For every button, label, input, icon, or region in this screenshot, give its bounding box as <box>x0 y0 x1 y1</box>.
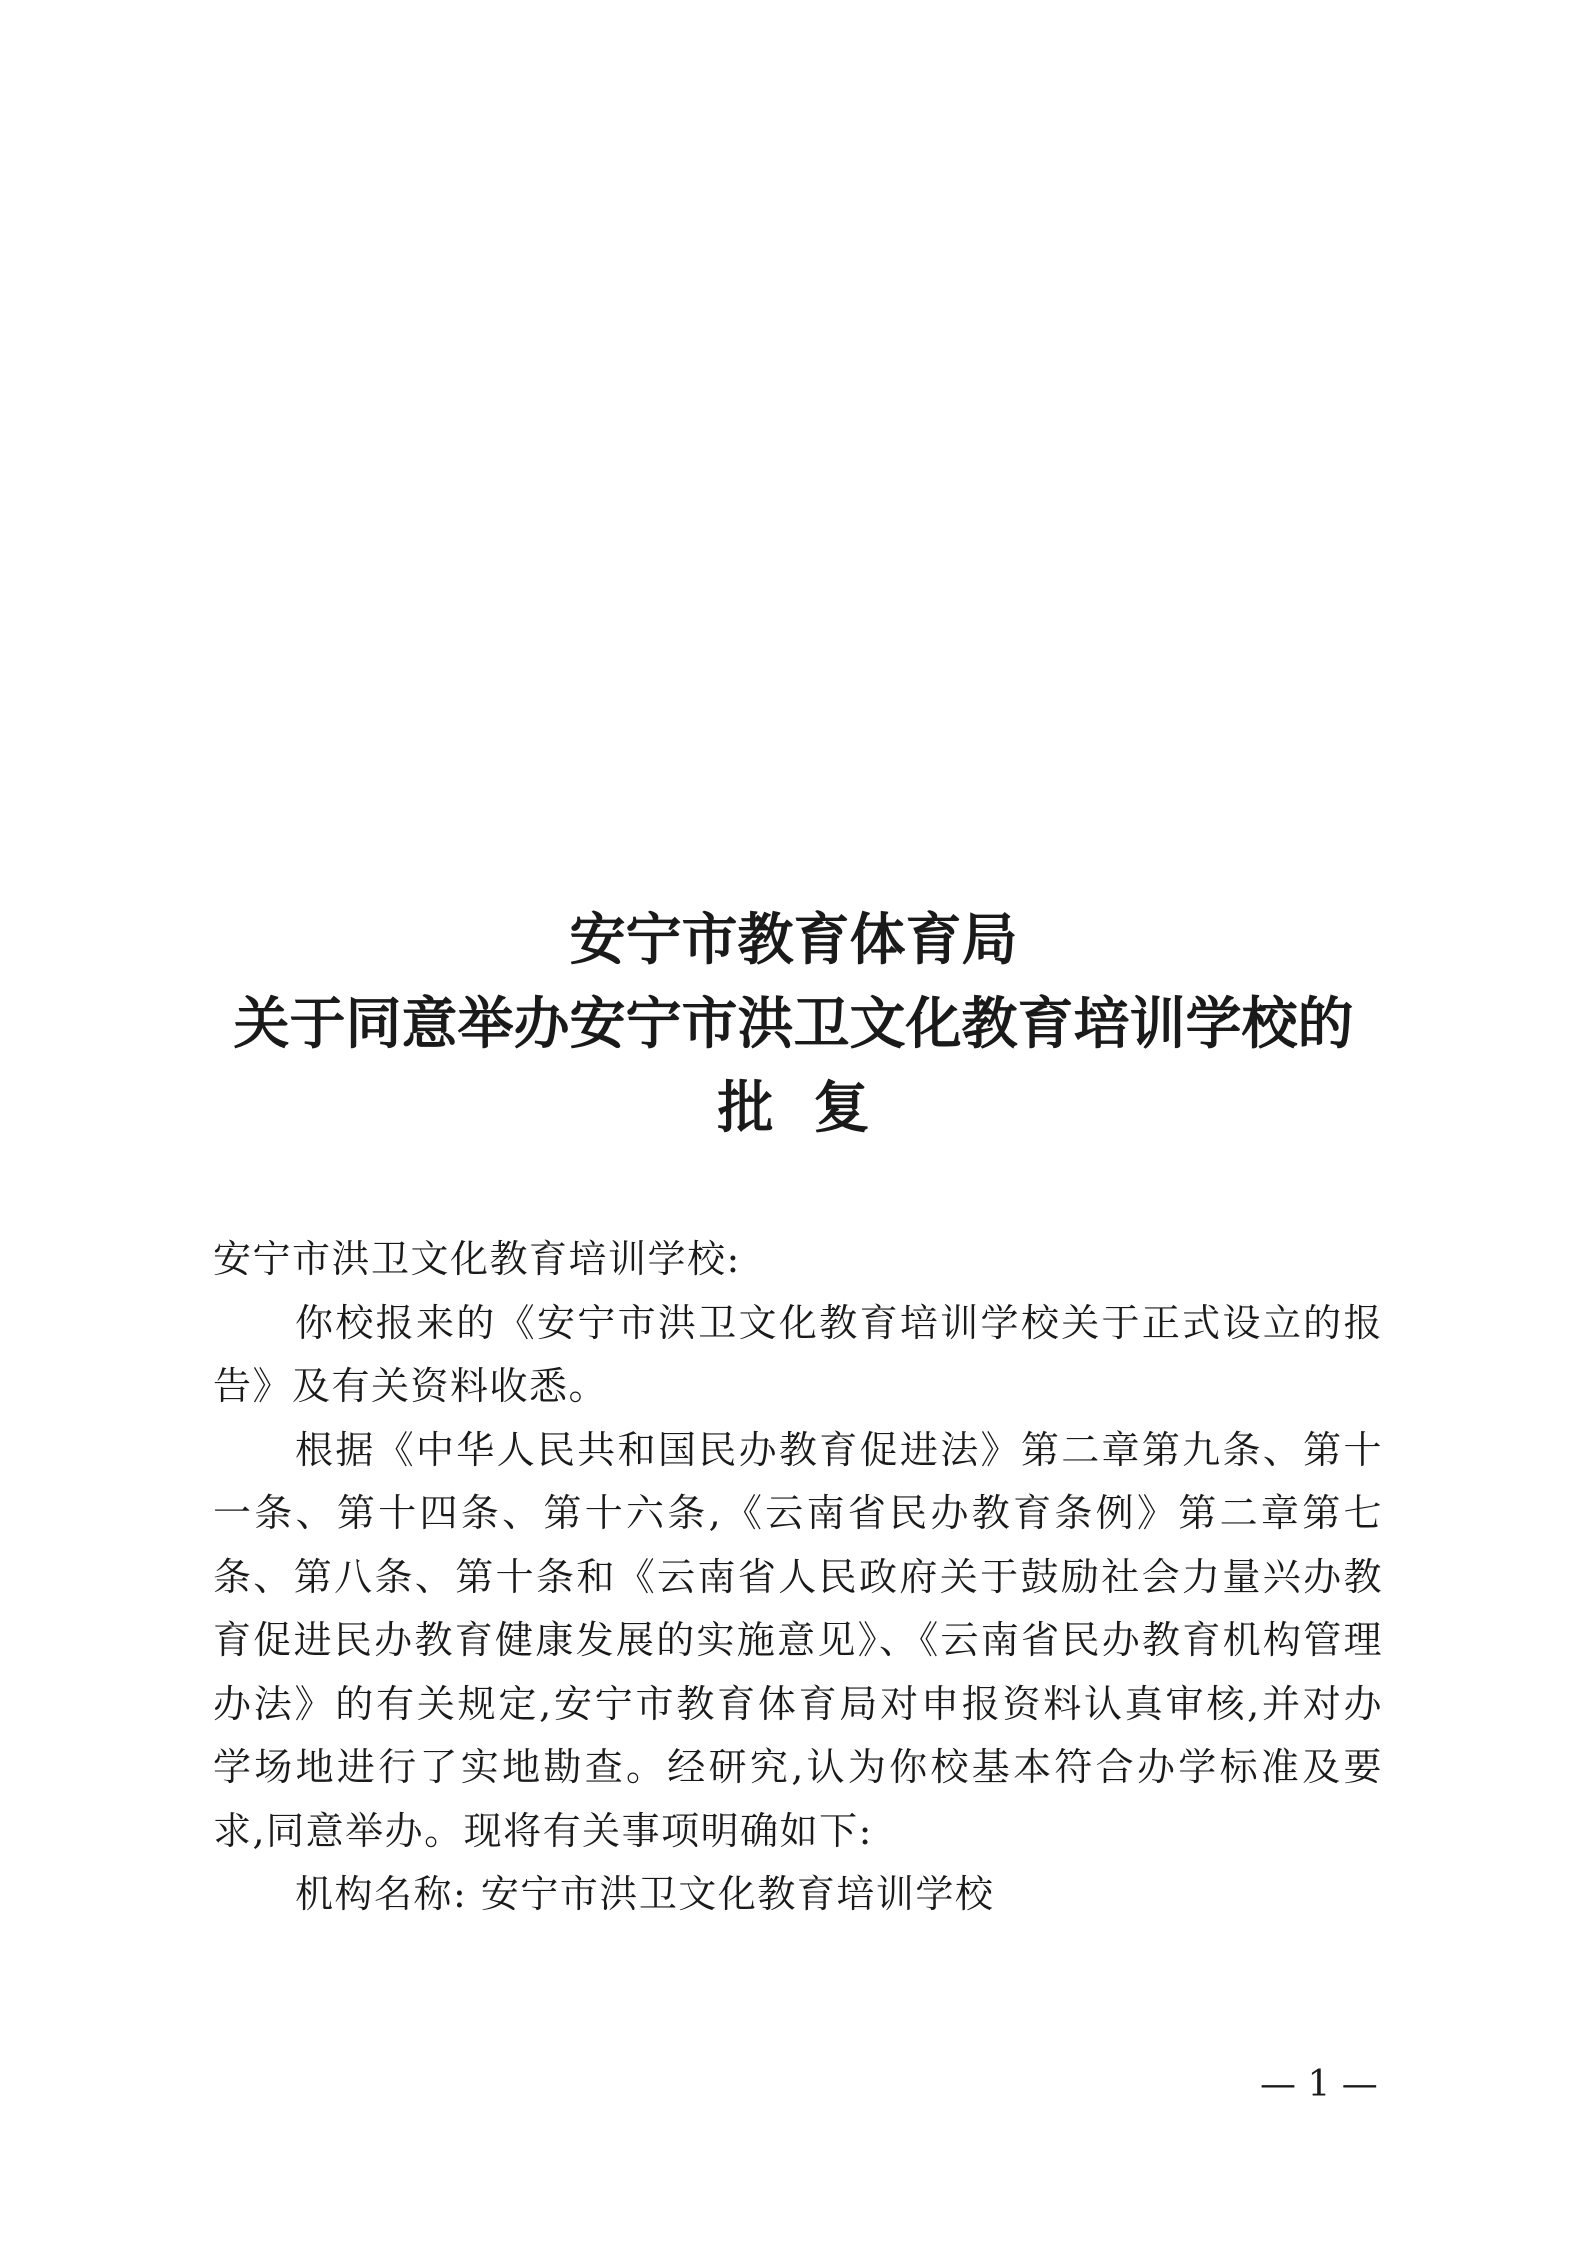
title-subject: 关于同意举办安宁市洪卫文化教育培训学校的 <box>233 991 1354 1057</box>
paragraph-institution-name: 机构名称: 安宁市洪卫文化教育培训学校 <box>295 1872 995 1916</box>
salutation: 安宁市洪卫文化教育培训学校: <box>213 1237 741 1281</box>
document-body <box>213 1228 1383 1927</box>
document-title <box>0 898 1587 1150</box>
page-number: — 1 — <box>1260 2064 1378 2105</box>
paragraph-basis: 根据《中华人民共和国民办教育促进法》第二章第九条、第十一条、第十四条、第十六条,《云南省民办教育条例》第二章第七条、第八条、第十条和《云南省人民政府关于鼓励社会力量兴办教育促进民办教育健康发展的实施意见》、《云南省民办教育机构管理办法》的有关规定,安宁市教育体育局对申报资料认真审核,并对办学场地进行了实地勘查。经研究,认为你校基本符合办学标准及要求,同意举办。现将有关事项明确如下: <box>213 1427 1383 1853</box>
paragraph-receipt: 你校报来的《安宁市洪卫文化教育培训学校关于正式设立的报告》及有关资料收悉。 <box>213 1300 1383 1408</box>
title-doc-type: 批复 <box>717 1075 910 1141</box>
title-issuer: 安宁市教育体育局 <box>569 907 1018 973</box>
